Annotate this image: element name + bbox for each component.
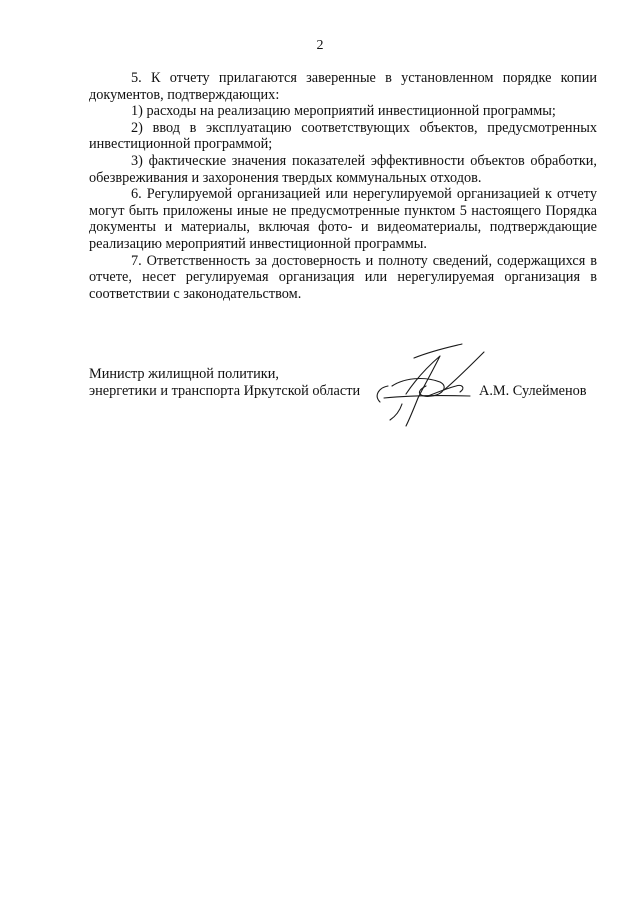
paragraph-5: 5. К отчету прилагаются заверенные в установленном порядке копии документов, подтверждающих: (89, 70, 597, 103)
paragraph-5-item-2: 2) ввод в эксплуатацию соответствующих объектов, предусмотренных инвестиционной программой; (89, 119, 597, 153)
paragraph-5-item-3: 3) фактические значения показателей эффективности объектов обработки, обезвреживания и захоронения твердых коммунальных отходов. (89, 152, 597, 186)
signatory-title-line-2: энергетики и транспорта Иркутской области (89, 382, 361, 399)
handwritten-signature-icon (344, 338, 514, 433)
signatory-title-line-1: Министр жилищной политики, (89, 366, 279, 382)
signatory-name: А.М. Сулейменов (479, 382, 587, 399)
signature-block (89, 366, 597, 436)
paragraph-5-item-1: 1) расходы на реализацию мероприятий инвестиционной программы; (131, 103, 556, 120)
paragraph-6: 6. Регулируемой организацией или нерегулируемой организацией к отчету могут быть приложены иные не предусмотренные пунктом 5 настоящего Порядка документы и материалы, включая фото- и видеоматериалы, подтверждающие реализацию мероприятий инвестиционной программы. (89, 186, 597, 252)
document-body (89, 70, 597, 302)
page-number: 2 (316, 38, 324, 53)
paragraph-7: 7. Ответственность за достоверность и полноту сведений, содержащихся в отчете, несет регулируемая организация или нерегулируемая организация в соответствии с законодательством. (89, 252, 597, 302)
